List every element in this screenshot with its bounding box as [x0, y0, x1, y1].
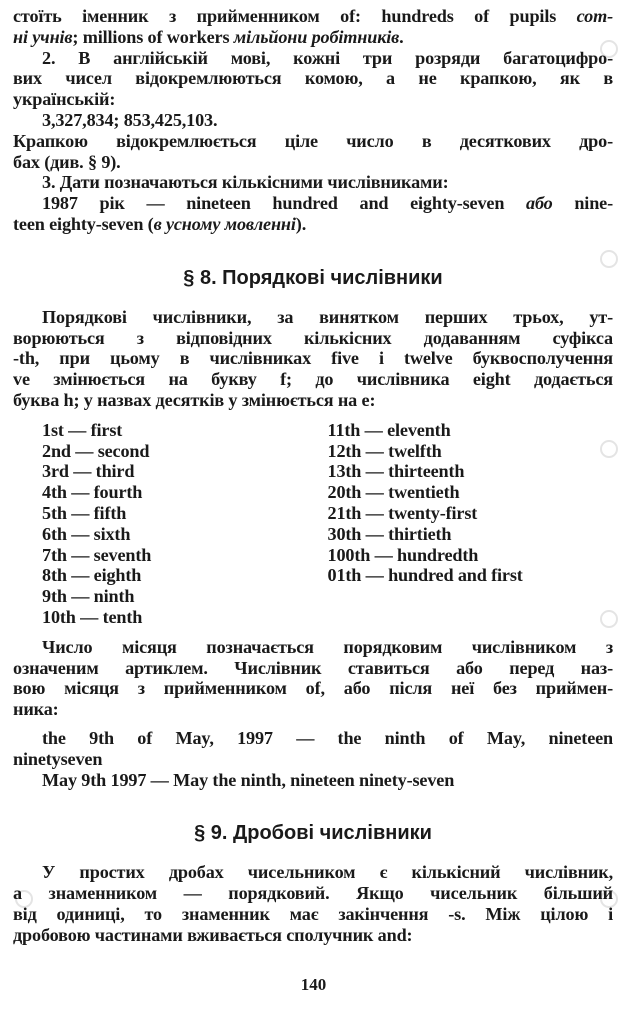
paragraph: [13, 770, 613, 791]
text-line: [13, 193, 613, 214]
ordinal-item: 8th — eighth: [42, 565, 142, 586]
text-line: [13, 925, 613, 946]
text-line: [13, 214, 613, 235]
text-line: [13, 883, 613, 904]
text-run: nine-: [552, 193, 613, 214]
ordinal-item: 7th — seventh: [42, 544, 152, 565]
ordinal-item: 30th — thirtieth: [327, 523, 452, 544]
text-line: [13, 152, 613, 173]
text-line: [13, 770, 613, 791]
text-run: ).: [295, 213, 307, 234]
text-run: 2. В англійській мові, кожні три розряди багатоцифро-: [42, 47, 613, 68]
text-run: ; millions of workers: [72, 26, 234, 47]
paragraph: [13, 172, 613, 193]
text-run: .: [399, 26, 404, 47]
page-content: [13, 0, 613, 945]
section-heading: § 8. Порядкові числівники: [183, 266, 443, 289]
ordinal-item: 10th — tenth: [42, 606, 143, 627]
text-run: українській:: [13, 89, 116, 110]
text-line: [13, 369, 613, 390]
text-run: бах (див. § 9).: [13, 151, 121, 172]
text-run: У простих дробах чисельником є кількісний числівник,: [42, 862, 613, 883]
text-line: [13, 328, 613, 349]
ordinal-item: 13th — thirteenth: [327, 461, 465, 482]
text-run: дробовою частинами вживається сполучник and:: [13, 924, 413, 945]
ordinal-item: 9th — ninth: [42, 586, 135, 607]
ordinal-item: 2nd — second: [42, 440, 150, 461]
page-number: 140: [300, 975, 327, 995]
text-run: ve змінюється на букву f; до числівника eight додається: [13, 369, 613, 390]
text-line: [13, 637, 613, 658]
text-run: Порядкові числівники, за винятком перших трьох, ут-: [42, 306, 613, 327]
text-run: 3. Дати позначаються кількісними числівниками:: [42, 172, 449, 193]
text-run: вою місяця з прийменником of, або після неї без приймен-: [13, 678, 613, 699]
text-line: [13, 658, 613, 679]
paragraph: [13, 48, 613, 110]
ordinal-item: 20th — twentieth: [327, 482, 460, 503]
text-line: [13, 6, 613, 27]
text-line: [13, 348, 613, 369]
ordinal-item: 21th — twenty-first: [327, 502, 478, 523]
text-run: Крапкою відокремлюється ціле число в десяткових дро-: [13, 130, 613, 151]
ordinal-item: 4th — fourth: [42, 482, 143, 503]
text-line: [13, 699, 613, 720]
text-line: [13, 131, 613, 152]
text-run: ворюються з відповідних кількісних додаванням суфікса: [13, 327, 613, 348]
paragraph: [13, 637, 613, 720]
italic-text: сот-: [576, 6, 613, 26]
text-line: [13, 749, 613, 770]
ordinal-item: 01th — hundred and first: [327, 565, 523, 586]
text-line: [13, 172, 613, 193]
ordinal-item: 6th — sixth: [42, 523, 131, 544]
ordinal-column: [42, 420, 328, 628]
text-run: вих чисел відокремлюються комою, а не крапкою, як в: [13, 68, 613, 89]
text-run: ника:: [13, 699, 59, 720]
text-line: [13, 307, 613, 328]
text-run: Число місяця позначається порядковим числівником з: [42, 636, 613, 657]
text-run: від одиниці, то знаменник має закінчення -s. Між цілою і: [13, 903, 613, 924]
italic-text: ні учнів: [13, 26, 73, 47]
paragraph: [13, 6, 613, 48]
ordinal-item: 12th — twelfth: [327, 440, 442, 461]
text-line: [13, 862, 613, 883]
text-run: а знаменником — порядковий. Якщо чисельник більший: [13, 883, 613, 904]
ordinal-item: 3rd — third: [42, 461, 135, 482]
ordinal-column: [328, 420, 614, 628]
text-line: [13, 904, 613, 925]
text-line: [13, 48, 613, 69]
text-run: стоїть іменник з прийменником of: hundreds of pupils: [13, 6, 577, 26]
text-run: означеним артиклем. Числівник ставиться або перед наз-: [13, 657, 613, 678]
ordinal-item: 11th — eleventh: [327, 419, 451, 440]
text-line: [13, 390, 613, 411]
text-line: [13, 89, 613, 110]
text-run: буква h; у назвах десятків у змінюється на е:: [13, 389, 376, 410]
text-run: teen eighty-seven (: [13, 213, 154, 234]
italic-text: в усному мовленні: [153, 213, 296, 234]
text-run: May 9th 1997 — May the ninth, nineteen ninety-seven: [42, 769, 455, 790]
paragraph: [13, 110, 613, 131]
paragraph: [13, 728, 613, 770]
ordinal-list: [13, 420, 613, 628]
paragraph: [13, 862, 613, 945]
italic-text: мільйони робітників: [233, 26, 400, 47]
text-line: [13, 110, 613, 131]
paragraph: [13, 307, 613, 411]
text-line: [13, 728, 613, 749]
section-heading: § 9. Дробові числівники: [194, 822, 432, 845]
paragraph: [13, 193, 613, 235]
text-line: [13, 27, 613, 48]
ordinal-item: 100th — hundredth: [327, 544, 479, 565]
text-run: ninetyseven: [13, 748, 103, 769]
italic-text: або: [526, 193, 553, 214]
text-run: 1987 рік — nineteen hundred and eighty-seven: [42, 193, 527, 214]
text-run: -th, при цьому в числівниках five і twelve буквосполучення: [13, 348, 613, 369]
ordinal-item: 1st — first: [42, 419, 123, 440]
text-run: 3,327,834; 853,425,103.: [42, 109, 218, 130]
text-line: [13, 68, 613, 89]
paragraph: [13, 131, 613, 173]
text-run: the 9th of May, 1997 — the ninth of May, nineteen: [42, 727, 613, 748]
text-line: [13, 678, 613, 699]
ordinal-item: 5th — fifth: [42, 502, 127, 523]
